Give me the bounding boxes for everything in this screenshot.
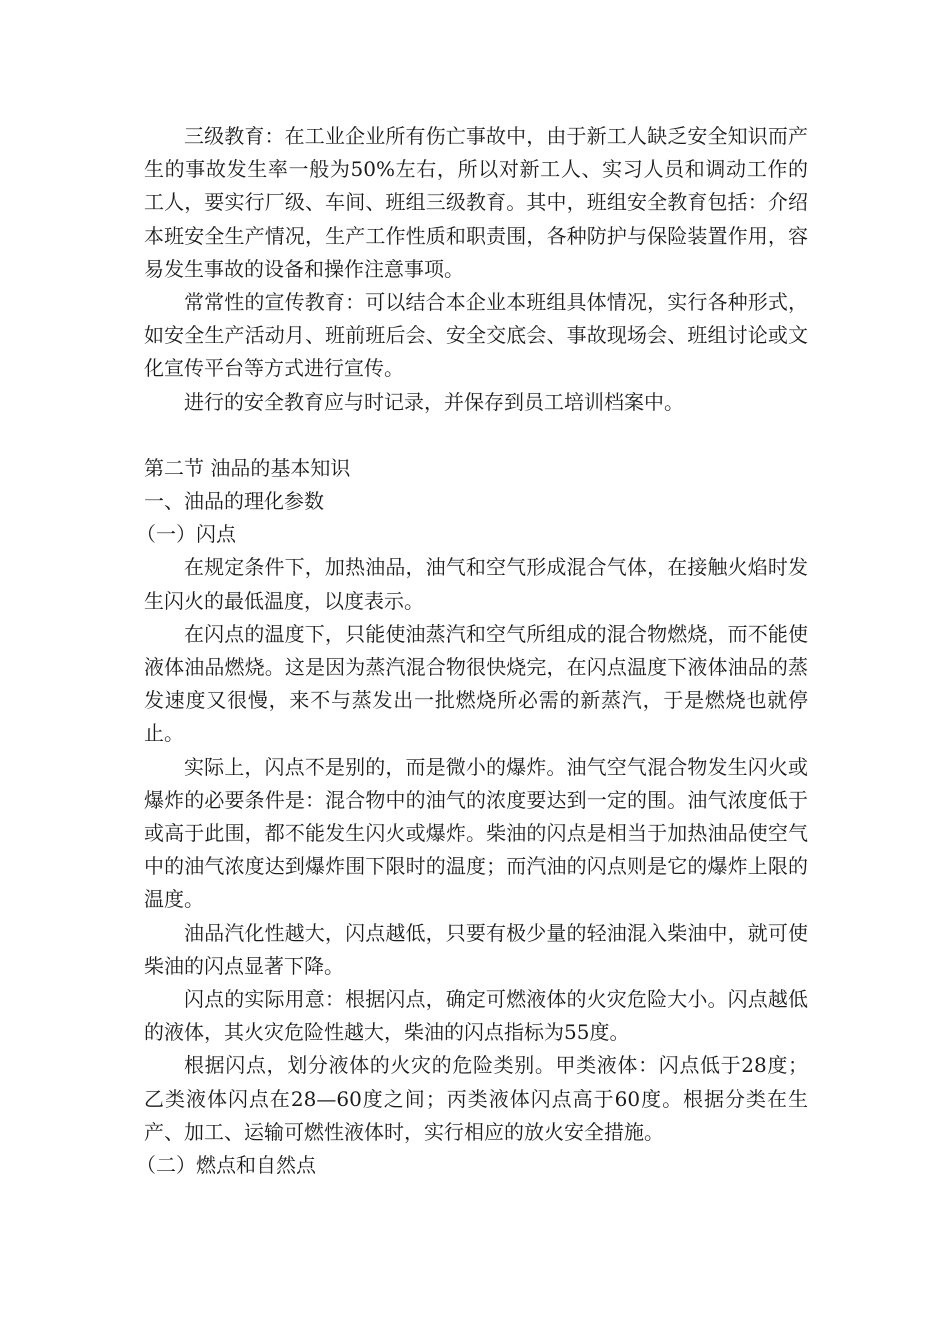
paragraph-flash-volatility: 油品汽化性越大，闪点越低，只要有极少量的轻油混入柴油中，就可使柴油的闪点显著下降。	[144, 920, 808, 978]
paragraph-regular-publicity: 常常性的宣传教育：可以结合本企业本班组具体情况，实行各种形式，如安全生产活动月、班前班后会、安全交底会、事故现场会、班组讨论或文化宣传平台等方式进行宣传。	[144, 290, 808, 381]
paragraph-flash-classification: 根据闪点，划分液体的火灾的危险类别。甲类液体：闪点低于28度；乙类液体闪点在28—60度之间；丙类液体闪点高于60度。根据分类在生产、加工、运输可燃性液体时，实行相应的放火安全措施。	[144, 1053, 808, 1144]
paragraph-flash-combustion: 在闪点的温度下，只能使油蒸汽和空气所组成的混合物燃烧，而不能使液体油品燃烧。这是因为蒸汽混合物很快烧完，在闪点温度下液体油品的蒸发速度又很慢，来不与蒸发出一批燃烧所必需的新蒸汽，于是燃烧也就停止。	[144, 621, 808, 746]
document-body	[136, 120, 808, 1182]
paragraph-flash-practical-use: 闪点的实际用意：根据闪点，确定可燃液体的火灾危险大小。闪点越低的液体，其火灾危险性越大，柴油的闪点指标为55度。	[144, 987, 808, 1045]
section-title: 第二节 油品的基本知识	[144, 455, 351, 480]
paragraph-training-record: 进行的安全教育应与时记录，并保存到员工培训档案中。	[184, 389, 684, 414]
item-title-flash-point: （一）闪点	[136, 522, 236, 547]
item-title-ignition-point: （二）燃点和自然点	[136, 1153, 316, 1178]
paragraph-flash-definition: 在规定条件下，加热油品，油气和空气形成混合气体，在接触火焰时发生闪火的最低温度，以度表示。	[144, 555, 808, 613]
section-spacer	[144, 419, 808, 452]
paragraph-three-level-education: 三级教育：在工业企业所有伤亡事故中，由于新工人缺乏安全知识而产生的事故发生率一般为50%左右，所以对新工人、实习人员和调动工作的工人，要实行厂级、车间、班组三级教育。其中，班组安全教育包括：介绍本班安全生产情况，生产工作性质和职责围，各种防护与保险装置作用，容易发生事故的设备和操作注意事项。	[144, 124, 808, 281]
paragraph-flash-explosion: 实际上，闪点不是别的，而是微小的爆炸。油气空气混合物发生闪火或爆炸的必要条件是：混合物中的油气的浓度要达到一定的围。油气浓度低于或高于此围，都不能发生闪火或爆炸。柴油的闪点是相当于加热油品使空气中的油气浓度达到爆炸围下限时的温度；而汽油的闪点则是它的爆炸上限的温度。	[144, 754, 808, 912]
subsection-title: 一、油品的理化参数	[144, 489, 324, 514]
